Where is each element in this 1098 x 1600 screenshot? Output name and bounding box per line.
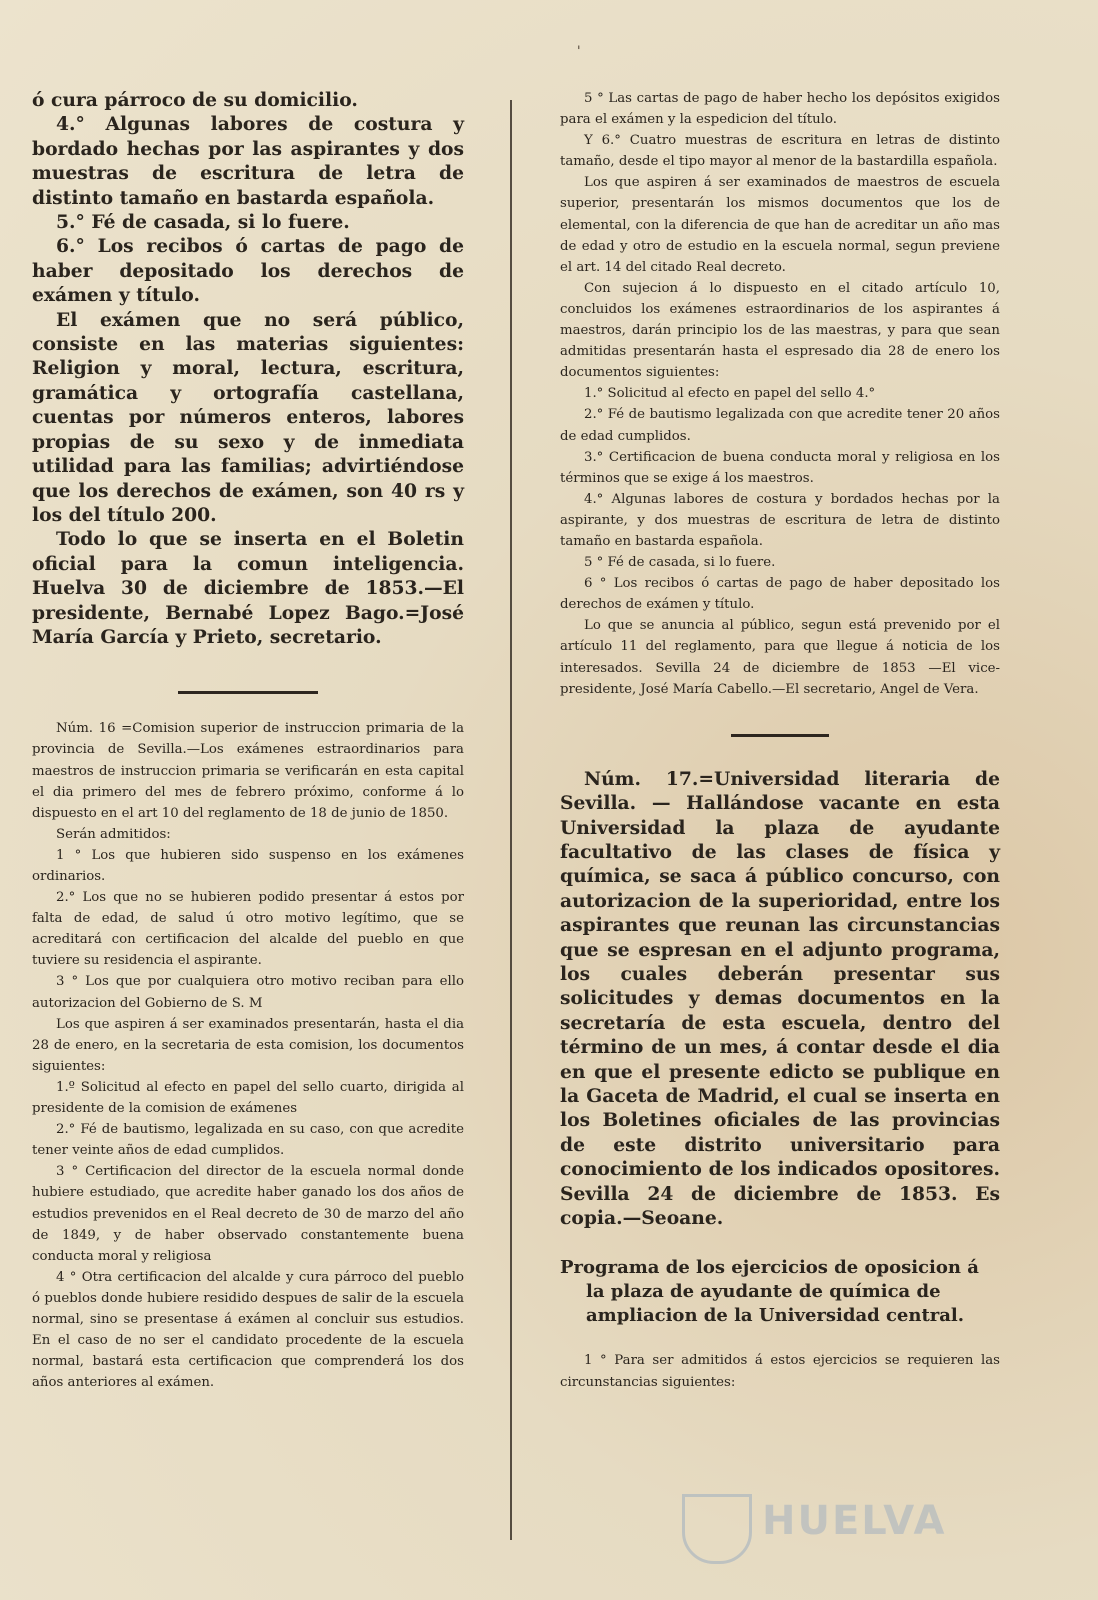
list-item: 3 ° Certificacion del director de la escuela normal donde hubiere estudiado, que acredite haber ganado los dos años de estudios prevenidos en el Real decreto de 30 de marzo del año de 1849, y de haber observado constantemente buena conducta moral y religiosa: [32, 1164, 464, 1264]
text-paragraph: Con sujecion á lo dispuesto en el citado artículo 10, concluidos los exámenes estraordinarios de los aspirantes á maestros, darán principio los de las maestras, y para que sean admitidas presentarán hasta el espresado dia 28 de enero los documentos siguientes:: [560, 280, 1000, 381]
text-line: ó cura párroco de su domicilio.: [32, 89, 358, 111]
left-column: [32, 88, 464, 1393]
section-divider: [178, 691, 318, 694]
programa-heading: Programa de los ejercicios de oposicion á la plaza de ayudante de química de ampliacion de la Universidad central.: [560, 1257, 979, 1327]
list-item: 2.° Los que no se hubieren podido presentar á estos por falta de edad, de salud ú otro motivo legítimo, que se acreditará con certificacion del alcalde del pueblo en que tuviere su residencia el aspirante.: [32, 890, 464, 969]
num16-heading: Núm. 16 =Comision superior de instruccion primaria de la provincia de Sevilla.—Los exámenes estraordinarios para maestros de instruccion primaria se verificarán en esta capital el dia primero del mes de febrero próximo, conforme á lo dispuesto en el art 10 del reglamento de 18 de junio de 1850.: [32, 721, 464, 821]
list-item: 3 ° Los que por cualquiera otro motivo reciban para ello autorizacion del Gobierno de S. M: [32, 974, 464, 1011]
item-6: 6.° Los recibos ó cartas de pago de haber depositado los derechos de exámen y título.: [32, 235, 464, 307]
list-item: 5 ° Fé de casada, si lo fuere.: [584, 555, 776, 571]
list-item: 5 ° Las cartas de pago de haber hecho los depósitos exigidos para el exámen y la espedicion del título.: [560, 91, 1000, 128]
item-5: 5.° Fé de casada, si lo fuere.: [56, 211, 350, 234]
num17-paragraph: Núm. 17.=Universidad literaria de Sevilla. — Hallándose vacante en esta Universidad la plaza de ayudante facultativo de las clases de física y química, se saca á público concurso, con autorizacion de la superioridad, entre los aspirantes que reunan las circunstancias que se espresan en el adjunto programa, los cuales deberán presentar sus solicitudes y demas documentos en la secretaría de esta escuela, dentro del término de un mes, á contar desde el dia en que el presente edicto se publique en la Gaceta de Madrid, el cual se inserta en los Boletines oficiales de las provincias de este distrito universitario para conocimiento de los indicados opositores. Sevilla 24 de diciembre de 1853. Es copia.—Seoane.: [560, 767, 1000, 1230]
signature-paragraph: Lo que se anuncia al público, segun está prevenido por el artículo 11 del reglamento, para que llegue á noticia de los interesados. Sevilla 24 de diciembre de 1853 —El vice-presidente, José María Cabello.—El secretario, Angel de Vera.: [560, 618, 1000, 697]
watermark-text: HUELVA: [762, 1498, 947, 1544]
list-item: 4.° Algunas labores de costura y bordados hechas por la aspirante, y dos muestras de escritura de letra de distinto tamaño en bastarda española.: [560, 491, 1000, 549]
library-watermark: [682, 1486, 1012, 1566]
text-paragraph: Los que aspiren á ser examinados presentarán, hasta el dia 28 de enero, en la secretaria de esta comision, los documentos siguientes:: [32, 1016, 464, 1074]
list-item: 2.° Fé de bautismo, legalizada en su caso, con que acredite tener veinte años de edad cumplidos.: [32, 1122, 464, 1159]
signature-paragraph: Todo lo que se inserta en el Boletin oficial para la comun inteligencia. Huelva 30 de diciembre de 1853.—El presidente, Bernabé Lopez Bago.=José María García y Prieto, secretario.: [32, 528, 464, 648]
shield-icon: [682, 1494, 752, 1564]
list-item: Y 6.° Cuatro muestras de escritura en letras de distinto tamaño, desde el tipo mayor al menor de la bastardilla española.: [560, 133, 1000, 170]
exam-paragraph: El exámen que no será público, consiste en las materias siguientes: Religion y moral, lectura, escritura, gramática y ortografía castellana, cuentas por números enteros, labores propias de su sexo y de inmediata utilidad para las familias; advirtiéndose que los derechos de exámen, son 40 rs y los del título 200.: [32, 308, 464, 526]
list-item: 3.° Certificacion de buena conducta moral y religiosa en los términos que se exige á los maestros.: [560, 449, 1000, 486]
list-item: 4 ° Otra certificacion del alcalde y cura párroco del pueblo ó pueblos donde hubiere residido despues de salir de la escuela normal, sino se presentase á exámen al concluir sus estudios. En el caso de no ser el candidato procedente de la escuela normal, bastará esta certificacion que comprenderá los dos años anteriores al exámen.: [32, 1269, 464, 1391]
list-item: 1 ° Los que hubieren sido suspenso en los exámenes ordinarios.: [32, 847, 464, 884]
column-rule: [510, 100, 512, 1540]
text-paragraph: Los que aspiren á ser examinados de maestros de escuela superior, presentarán los mismos documentos que los de elemental, con la diferencia de que han de acreditar un año mas de edad y otro de estudio en la escuela normal, segun previene el art. 14 del citado Real decreto.: [560, 175, 1000, 275]
list-item: 2.° Fé de bautismo legalizada con que acredite tener 20 años de edad cumplidos.: [560, 407, 1000, 444]
top-mark: ': [577, 44, 581, 59]
text-line: Serán admitidos:: [56, 826, 171, 842]
list-item: 1.° Solicitud al efecto en papel del sello 4.°: [584, 386, 876, 402]
right-column: [560, 88, 1000, 1393]
item-4: 4.° Algunas labores de costura y bordado hechas por las aspirantes y dos muestras de escritura de letra de distinto tamaño en bastarda española.: [32, 113, 464, 209]
list-item: 1 ° Para ser admitidos á estos ejercicios se requieren las circunstancias siguientes:: [560, 1353, 1000, 1390]
section-divider: [731, 734, 829, 737]
list-item: 1.º Solicitud al efecto en papel del sello cuarto, dirigida al presidente de la comision de exámenes: [32, 1079, 464, 1117]
list-item: 6 ° Los recibos ó cartas de pago de haber depositado los derechos de exámen y título.: [560, 576, 1000, 613]
